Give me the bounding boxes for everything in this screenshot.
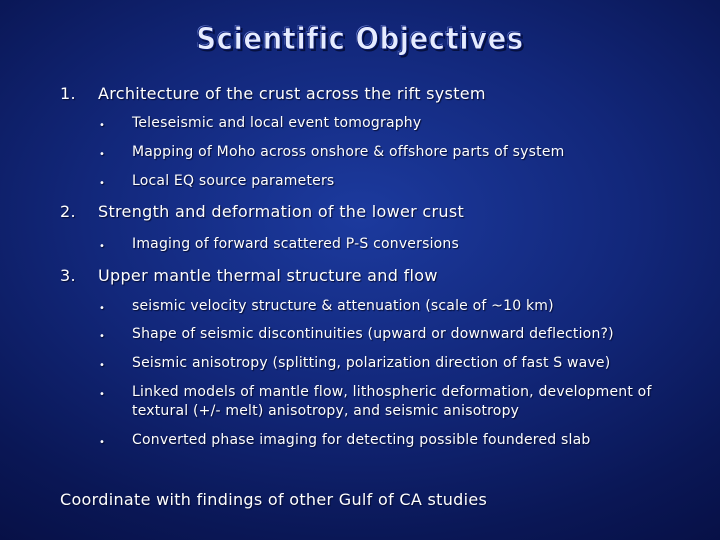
bullet-text: seismic velocity structure & attenuation (scale of ~10 km) xyxy=(132,298,554,314)
bullet-icon: • xyxy=(99,437,106,448)
bullet-text: Mapping of Moho across onshore & offshore parts of system xyxy=(132,144,565,160)
section-heading: Strength and deformation of the lower crust xyxy=(98,202,465,221)
bullet-text: Seismic anisotropy (splitting, polarization direction of fast S wave) xyxy=(132,355,611,371)
bullet-icon: • xyxy=(99,360,106,371)
bullet-icon: • xyxy=(99,120,106,131)
bullet-text: Linked models of mantle flow, lithospheric deformation, development of textural (+/- melt) anisotropy, and seismic anisotropy xyxy=(132,384,652,419)
bullet-text: Converted phase imaging for detecting possible foundered slab xyxy=(132,432,591,448)
bullet-icon: • xyxy=(99,241,106,252)
bullet-text: Imaging of forward scattered P-S conversions xyxy=(132,236,459,252)
bullet-text: Local EQ source parameters xyxy=(132,173,335,189)
bullet-icon: • xyxy=(99,178,106,189)
bullet-icon: • xyxy=(99,303,106,314)
section-number: 2. xyxy=(60,202,76,221)
section-heading: Architecture of the crust across the rift system xyxy=(98,84,486,103)
footer-note: Coordinate with findings of other Gulf of CA studies xyxy=(60,490,488,509)
bullet-icon: • xyxy=(99,331,106,342)
section-heading: Upper mantle thermal structure and flow xyxy=(98,266,438,285)
section-number: 3. xyxy=(60,266,76,285)
bullet-text: Teleseismic and local event tomography xyxy=(132,115,422,131)
slide-title: Scientific Objectives xyxy=(196,22,524,57)
bullet-text: Shape of seismic discontinuities (upward or downward deflection?) xyxy=(132,326,614,342)
bullet-icon: • xyxy=(99,389,106,400)
section-number: 1. xyxy=(60,84,76,103)
bullet-icon: • xyxy=(99,149,106,160)
